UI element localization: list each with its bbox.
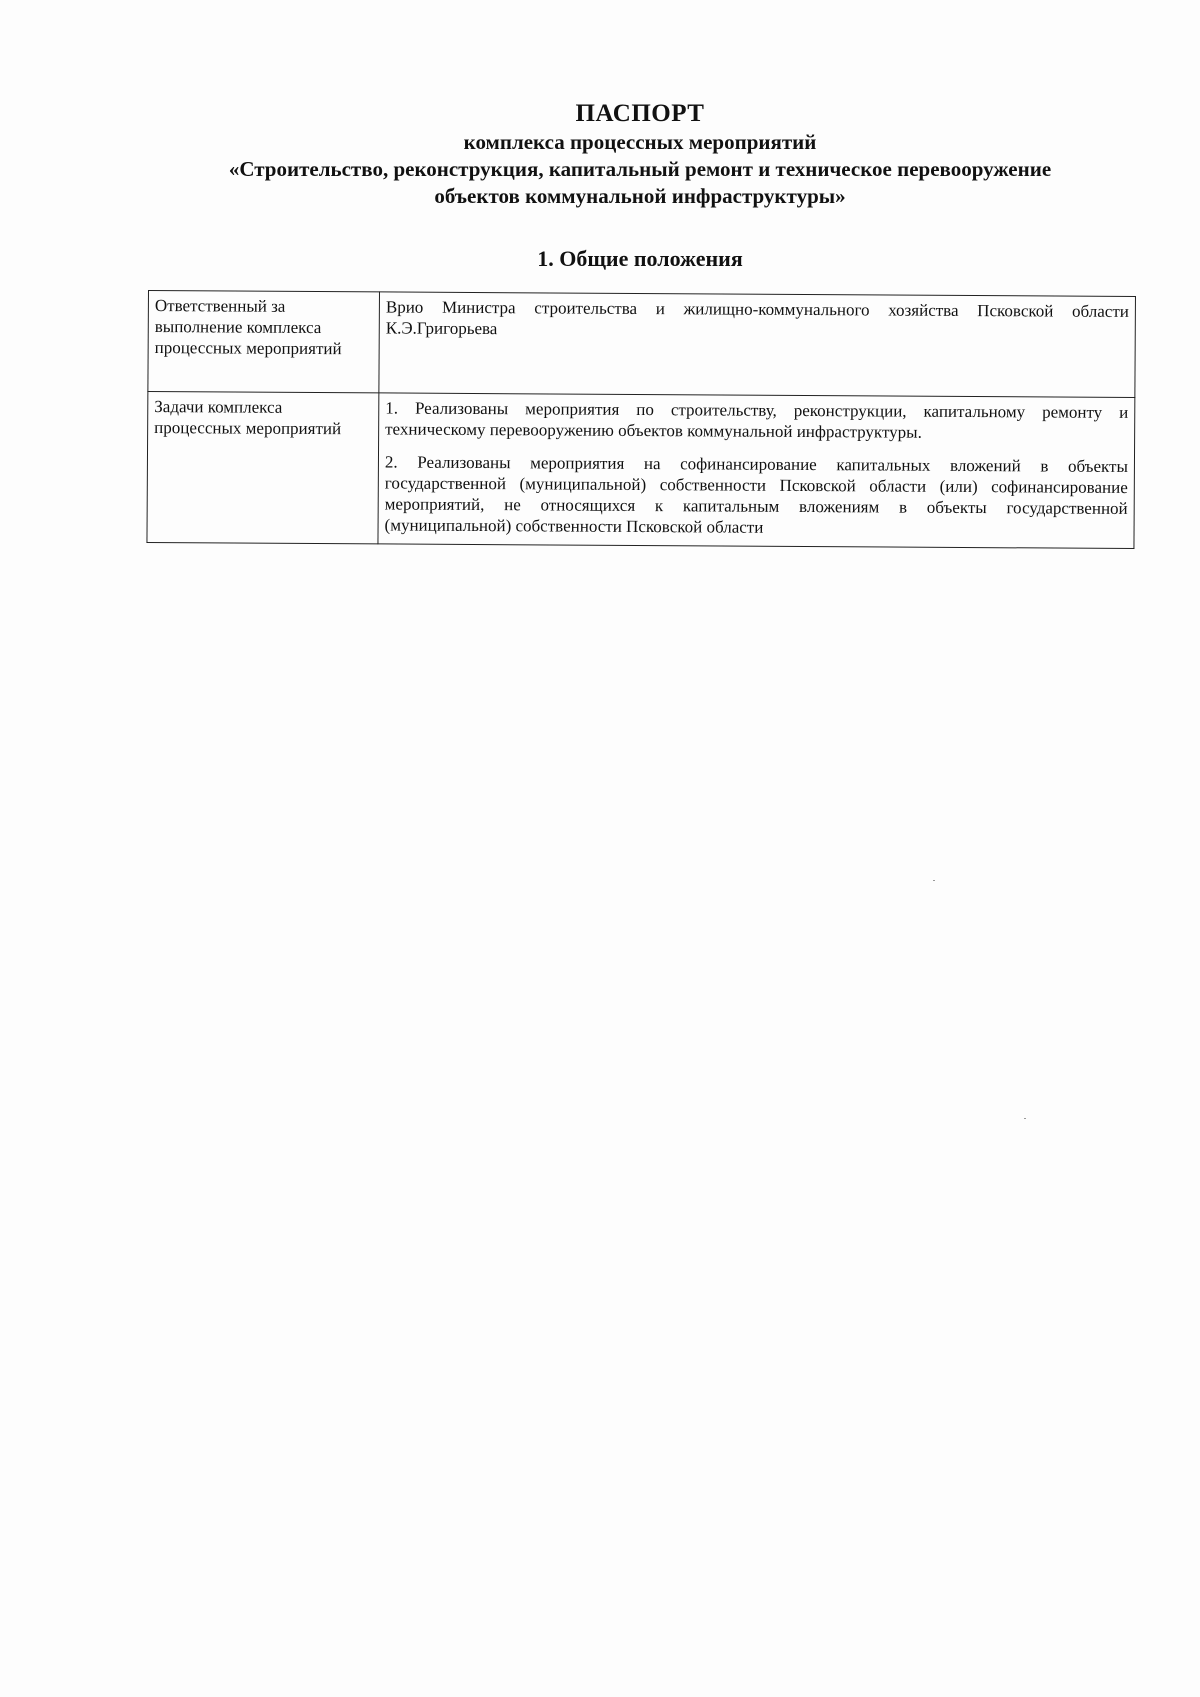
document-heading xyxy=(150,98,1130,210)
table-cell-label xyxy=(147,392,379,544)
table-cell-value xyxy=(378,393,1135,549)
table-row-responsible xyxy=(148,291,1136,398)
responsible-label: Ответственный за выполнение комплекса процессных мероприятий xyxy=(154,296,342,359)
section-title: 1. Общие положения xyxy=(537,246,743,271)
responsible-value: Врио Министра строительства и жилищно-коммунального хозяйства Псковской области К.Э.Григорьева xyxy=(385,297,1129,339)
tasks-label: Задачи комплекса процессных мероприятий xyxy=(154,397,342,439)
general-provisions-table xyxy=(146,290,1136,549)
table-row-tasks xyxy=(147,392,1135,549)
scan-speck xyxy=(933,880,935,881)
table-cell-label xyxy=(148,291,380,393)
document-title: ПАСПОРТ xyxy=(575,100,705,127)
document-name-line-1: «Строительство, реконструкция, капитальный ремонт и техническое перевооружение xyxy=(228,157,1052,181)
scan-speck xyxy=(1024,1118,1026,1119)
table-cell-value xyxy=(379,292,1136,398)
document-name-line-2: объектов коммунальной инфраструктуры» xyxy=(434,184,846,208)
task-item-2: 2. Реализованы мероприятия на софинансирование капитальных вложений в объекты государственной (муниципальной) собственности Псковской области (или) софинансирование мероприятий, не относящихся к капитальным вложениям в объекты государственной (муниципальной) собственности Псковской области xyxy=(384,452,1128,537)
document-subtitle: комплекса процессных мероприятий xyxy=(463,130,817,154)
task-item-1: 1. Реализованы мероприятия по строительству, реконструкции, капитальному ремонту и техническому перевооружению объектов коммунальной инфраструктуры. xyxy=(385,398,1129,442)
